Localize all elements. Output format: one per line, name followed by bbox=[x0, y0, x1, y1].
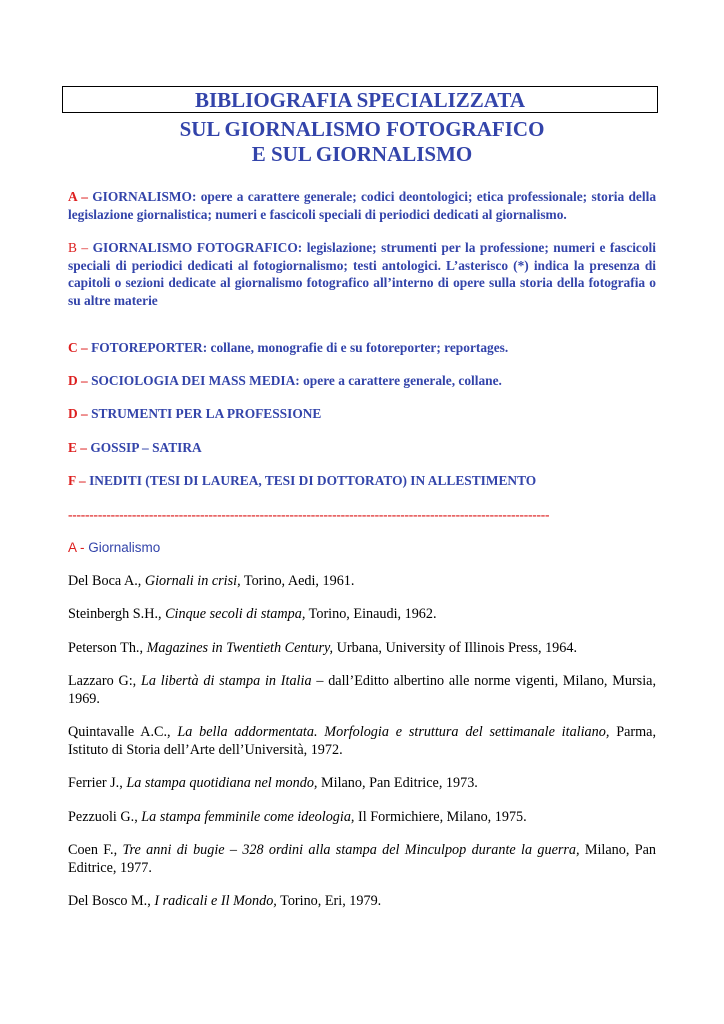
section-letter: D bbox=[68, 372, 78, 388]
entry-publication: Urbana, University of Illinois Press, 1964. bbox=[333, 639, 578, 656]
entry-author: Pezzuoli G., bbox=[68, 808, 142, 825]
section-description: STRUMENTI PER LA PROFESSIONE bbox=[91, 406, 322, 421]
title-line-2: SUL GIORNALISMO FOTOGRAFICO bbox=[179, 117, 545, 141]
bibliography-entry bbox=[68, 606, 656, 624]
section-a bbox=[68, 188, 656, 223]
entry-author: Steinbergh S.H., bbox=[68, 606, 166, 622]
entry-publication: Torino, Einaudi, 1962. bbox=[305, 606, 437, 622]
bibliography-entry bbox=[68, 775, 656, 793]
bibliography-entry bbox=[68, 809, 656, 827]
entry-title: I radicali e Il Mondo, bbox=[154, 893, 277, 909]
subsection-heading bbox=[68, 539, 656, 557]
entry-publication: Milano, Pan Editrice, 1977. bbox=[68, 842, 657, 876]
entry-author: Quintavalle A.C., bbox=[68, 724, 178, 740]
section-letter: C bbox=[68, 340, 78, 355]
section-dash: – bbox=[77, 372, 92, 388]
entry-publication: Il Formichiere, Milano, 1975. bbox=[354, 808, 527, 825]
entry-publication: Milano, Pan Editrice, 1973. bbox=[317, 775, 478, 791]
bibliography-list bbox=[68, 573, 656, 911]
entry-title: La stampa quotidiana nel mondo, bbox=[126, 775, 318, 791]
section-dash: – bbox=[76, 189, 93, 204]
section-d-sociologia bbox=[68, 372, 656, 390]
section-dash: – bbox=[76, 439, 91, 455]
section-description: SOCIOLOGIA DEI MASS MEDIA: opere a carattere generale, collane. bbox=[91, 372, 502, 388]
section-letter: D bbox=[68, 406, 78, 421]
entry-publication: , Torino, Aedi, 1961. bbox=[237, 572, 355, 589]
entry-author: Lazzaro G:, bbox=[68, 673, 141, 689]
entry-author: Ferrier J., bbox=[68, 775, 127, 791]
entry-publication: Torino, Eri, 1979. bbox=[276, 893, 382, 909]
section-e bbox=[68, 439, 656, 457]
entry-author: Coen F., bbox=[68, 842, 123, 858]
entry-title: Giornali in crisi bbox=[144, 572, 238, 589]
entry-publication: – dall’Editto albertino alle norme vigenti, Milano, Mursia, 1969. bbox=[68, 673, 656, 707]
document-page bbox=[68, 86, 656, 927]
subsection-title: Giornalismo bbox=[88, 539, 161, 555]
entry-title: Magazines in Twentieth Century, bbox=[146, 639, 334, 656]
section-dash: – bbox=[75, 473, 90, 488]
section-description: FOTOREPORTER: collane, monografie di e su fotoreporter; reportages. bbox=[91, 340, 509, 355]
section-letter: B bbox=[68, 240, 77, 255]
section-description: GIORNALISMO: opere a carattere generale; codici deontologici; etica professionale; storia della legislazione giornalistica; numeri e fascicoli speciali di periodici dedicati al giornalismo. bbox=[68, 189, 657, 222]
entry-title: Cinque secoli di stampa, bbox=[165, 606, 306, 622]
section-b bbox=[68, 239, 656, 309]
section-dash: – bbox=[76, 240, 93, 255]
section-f bbox=[68, 472, 656, 490]
title-line-3: E SUL GIORNALISMO bbox=[251, 142, 473, 166]
bibliography-entry bbox=[68, 640, 656, 658]
entry-author: Del Boca A., bbox=[68, 572, 145, 589]
section-d-strumenti bbox=[68, 405, 656, 423]
section-dash: – bbox=[77, 406, 92, 421]
section-description: GIORNALISMO FOTOGRAFICO: legislazione; strumenti per la professione; numeri e fascicoli speciali di periodici dedicati al fotogiornalismo; testi antologici. L’asterisco (*) indica la presenza di capitoli o sezioni dedicate al giornalismo fotografico all’interno di opere sulla storia della fotografia o su altre materie bbox=[68, 240, 656, 308]
entry-author: Del Bosco M., bbox=[68, 893, 155, 909]
section-letter: F bbox=[68, 473, 76, 488]
document-title bbox=[68, 86, 656, 167]
bibliography-entry bbox=[68, 573, 656, 591]
section-dash: – bbox=[77, 340, 92, 355]
entry-title: Tre anni di bugie – 328 ordini alla stampa del Minculpop durante la guerra, bbox=[122, 842, 580, 858]
bibliography-entry bbox=[68, 893, 656, 911]
bibliography-entry bbox=[68, 673, 656, 708]
title-box bbox=[62, 86, 658, 113]
entry-title: La stampa femminile come ideologia, bbox=[141, 808, 355, 825]
entry-publication: Parma, Istituto di Storia dell’Arte dell’Università, 1972. bbox=[68, 724, 656, 758]
entry-author: Peterson Th., bbox=[68, 639, 147, 656]
bibliography-entry bbox=[68, 842, 656, 877]
dashed-divider: ----------------------------------------------------------------------------------------------------------------- bbox=[68, 506, 550, 522]
subsection-separator: - bbox=[76, 539, 89, 555]
section-c bbox=[68, 339, 656, 357]
entry-title: La libertà di stampa in Italia bbox=[140, 673, 312, 689]
section-letter: E bbox=[68, 439, 77, 455]
title-line-1: BIBLIOGRAFIA SPECIALIZZATA bbox=[194, 88, 526, 112]
entry-title: La bella addormentata. Morfologia e struttura del settimanale italiano, bbox=[177, 724, 610, 740]
section-description: INEDITI (TESI DI LAUREA, TESI DI DOTTORATO) IN ALLESTIMENTO bbox=[89, 473, 537, 488]
subsection-letter: A bbox=[68, 539, 77, 555]
section-description: GOSSIP – SATIRA bbox=[90, 439, 202, 455]
section-index bbox=[68, 188, 656, 490]
section-letter: A bbox=[68, 189, 77, 204]
bibliography-entry bbox=[68, 724, 656, 759]
